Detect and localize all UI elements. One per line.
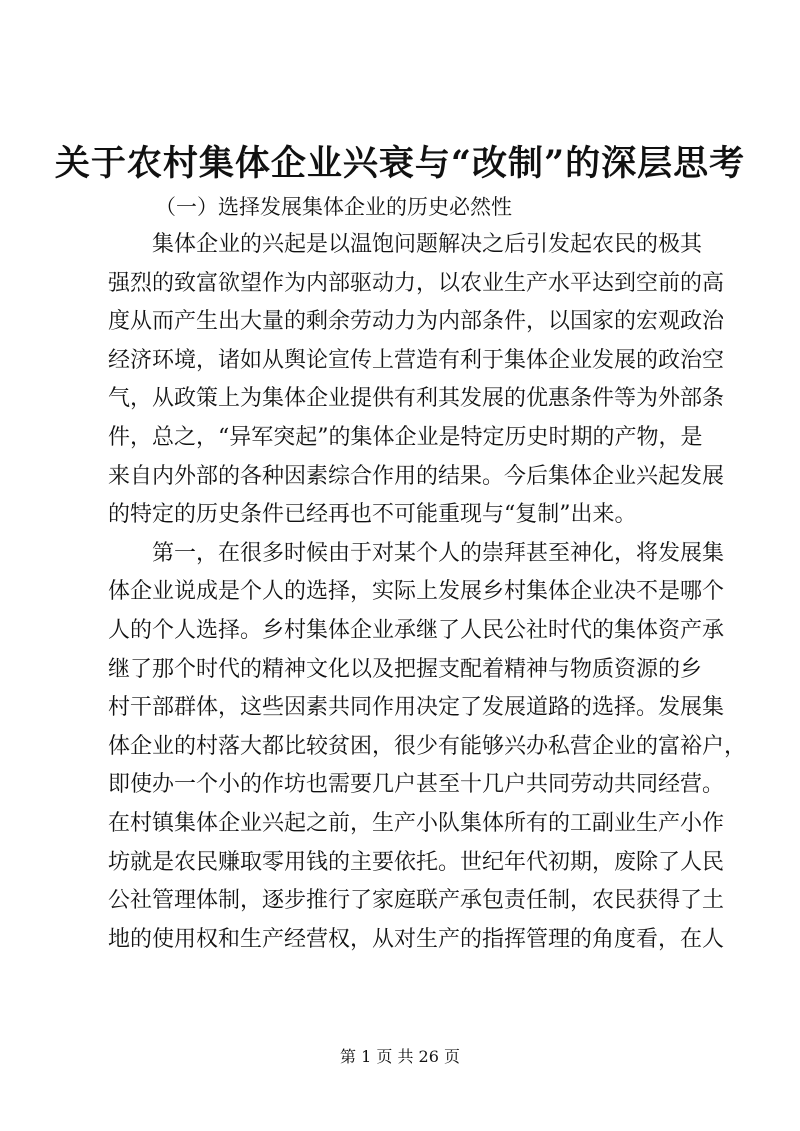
body-line: 集体企业的兴起是以温饱问题解决之后引发起农民的极其 bbox=[152, 232, 703, 257]
body-line: 强烈的致富欲望作为内部驱动力，以农业生产水平达到空前的高 bbox=[108, 270, 725, 296]
body-line: 的特定的历史条件已经再也不可能重现与“复制”出来。 bbox=[108, 502, 637, 528]
section-heading: （一）选择发展集体企业的历史必然性 bbox=[155, 195, 512, 219]
body-line: 地的使用权和生产经营权，从对生产的指挥管理的角度看，在人 bbox=[108, 926, 725, 952]
document-title: 关于农村集体企业兴衰与“改制”的深层思考 bbox=[54, 143, 746, 184]
body-line: 气，从政策上为集体企业提供有利其发展的优惠条件等为外部条 bbox=[108, 386, 725, 412]
body-line: 继了那个时代的精神文化以及把握支配着精神与物质资源的乡 bbox=[108, 656, 703, 682]
body-line: 度从而产生出大量的剩余劳动力为内部条件，以国家的宏观政治 bbox=[108, 309, 725, 335]
page-number-footer: 第 1 页 共 26 页 bbox=[340, 1047, 460, 1066]
body-line: 件，总之，“异军突起”的集体企业是特定历史时期的产物，是 bbox=[108, 424, 703, 450]
body-line: 第一，在很多时候由于对某个人的崇拜甚至神化，将发展集 bbox=[152, 540, 725, 566]
body-line: 坊就是农民赚取零用钱的主要依托。世纪年代初期，废除了人民 bbox=[108, 849, 725, 875]
body-line: 经济环境，诸如从舆论宣传上营造有利于集体企业发展的政治空 bbox=[108, 347, 725, 373]
document-body bbox=[108, 226, 747, 959]
body-line: 公社管理体制，逐步推行了家庭联产承包责任制，农民获得了土 bbox=[108, 888, 725, 914]
body-line: 人的个人选择。乡村集体企业承继了人民公社时代的集体资产承 bbox=[108, 617, 725, 643]
body-line: 在村镇集体企业兴起之前，生产小队集体所有的工副业生产小作 bbox=[108, 810, 725, 836]
body-line: 体企业的村落大都比较贫困，很少有能够兴办私营企业的富裕户， bbox=[108, 733, 747, 759]
body-line: 体企业说成是个人的选择，实际上发展乡村集体企业决不是哪个 bbox=[108, 579, 725, 605]
body-line: 即使办一个小的作坊也需要几户甚至十几户共同劳动共同经营。 bbox=[108, 772, 725, 798]
body-line: 来自内外部的各种因素综合作用的结果。今后集体企业兴起发展 bbox=[108, 463, 725, 489]
body-line: 村干部群体，这些因素共同作用决定了发展道路的选择。发展集 bbox=[108, 695, 725, 721]
